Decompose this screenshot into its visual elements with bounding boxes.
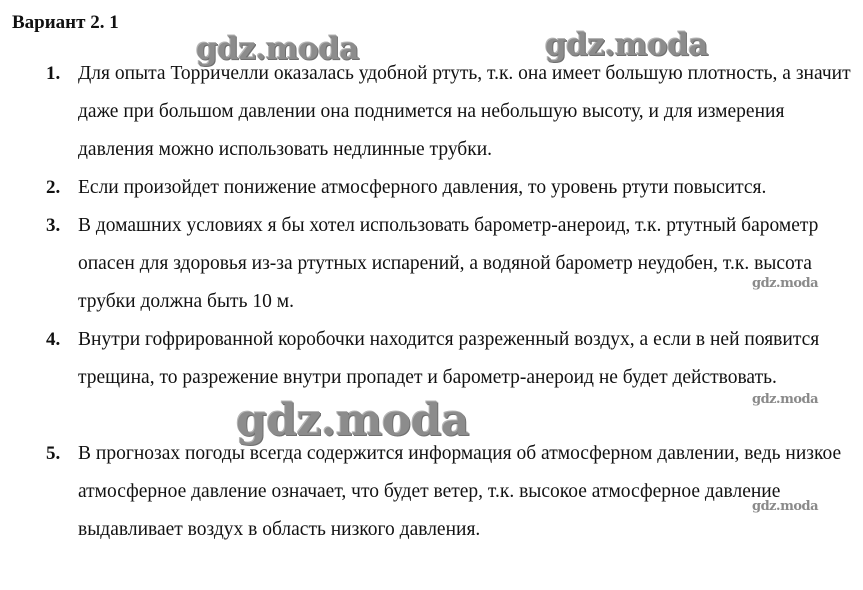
watermark: gdz.moda bbox=[752, 276, 819, 291]
item-number: 1. bbox=[46, 63, 61, 84]
watermark: gdz.moda bbox=[196, 31, 359, 67]
item-text: Внутри гофрированной коробочки находится разреженный воздух, а если в ней появится трещина, то разрежение внутри пропадет и барометр-анероид не будет действовать. bbox=[78, 329, 820, 388]
item-number: 4. bbox=[46, 329, 61, 350]
watermark: gdz.moda bbox=[236, 395, 470, 446]
item-number: 2. bbox=[46, 177, 61, 198]
watermark: gdz.moda bbox=[752, 392, 819, 407]
item-text: В домашних условиях я бы хотел использовать барометр-анероид, т.к. ртутный барометр опасен для здоровья из-за ртутных испарений, а водяной барометр неудобен, т.к. высота трубки должна быть 10 м. bbox=[78, 215, 819, 312]
item-number: 3. bbox=[46, 215, 61, 236]
item-number: 5. bbox=[46, 443, 61, 464]
item-text: В прогнозах погоды всегда содержится информация об атмосферном давлении, ведь низкое атмосферное давление означает, что будет ветер, т.к. высокое атмосферное давление выдавливает воздух в область низкого давления. bbox=[78, 443, 842, 540]
watermark: gdz.moda bbox=[545, 27, 708, 63]
page-title: Вариант 2. 1 bbox=[12, 12, 119, 33]
watermark: gdz.moda bbox=[752, 499, 819, 514]
item-text: Если произойдет понижение атмосферного давления, то уровень ртути повысится. bbox=[78, 177, 767, 198]
item-text: Для опыта Торричелли оказалась удобной ртуть, т.к. она имеет большую плотность, а значит даже при большом давлении она поднимется на небольшую высоту, и для измерения давления можно использовать недлинные трубки. bbox=[78, 63, 851, 160]
